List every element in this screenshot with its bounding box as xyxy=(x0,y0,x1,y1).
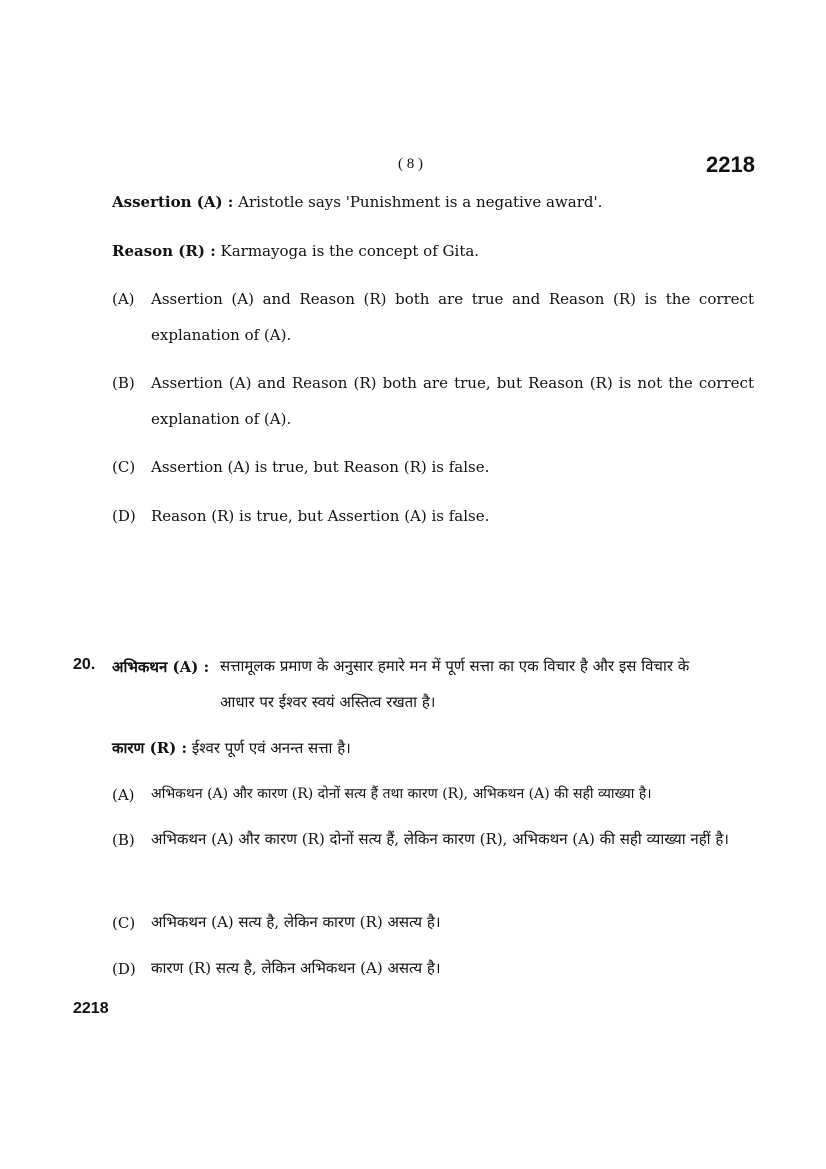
q19-option-a-text: Assertion (A) and Reason (R) both are true and Reason (R) is the correct explanation of (A). xyxy=(151,290,754,344)
q19-option-c-text: Assertion (A) is true, but Reason (R) is false. xyxy=(151,458,490,476)
q19-option-b-label: (B) xyxy=(112,374,135,392)
page-number: ( 8 ) xyxy=(398,156,423,172)
q20-reason-text: ईश्वर पूर्ण एवं अनन्त सत्ता है। xyxy=(191,739,351,757)
q19-reason-text: Karmayoga is the concept of Gita. xyxy=(220,242,480,260)
q20-option-d-text: कारण (R) सत्य है, लेकिन अभिकथन (A) असत्य है। xyxy=(151,959,441,977)
paper-code-header: 2218 xyxy=(706,152,755,177)
q20-assertion-label: अभिकथन (A) : xyxy=(112,658,210,676)
paper-code-footer: 2218 xyxy=(73,1000,109,1017)
q19-reason xyxy=(112,241,479,261)
q19-option-d-text: Reason (R) is true, but Assertion (A) is false. xyxy=(151,507,490,525)
q19-option-d-label: (D) xyxy=(112,507,136,525)
q20-assertion-line-2: आधार पर ईश्वर स्वयं अस्तित्व रखता है। xyxy=(220,693,436,711)
q19-option-b-text: Assertion (A) and Reason (R) both are true, but Reason (R) is not the correct explanation of (A). xyxy=(151,374,754,428)
q20-option-b-label: (B) xyxy=(112,831,135,849)
q19-reason-label: Reason (R) : xyxy=(112,242,216,260)
q19-assertion-label: Assertion (A) : xyxy=(112,193,234,211)
q20-option-d-label: (D) xyxy=(112,960,136,978)
q20-option-b-text: अभिकथन (A) और कारण (R) दोनों सत्य हैं, लेकिन कारण (R), अभिकथन (A) की सही व्याख्या नहीं है। xyxy=(151,830,729,848)
q20-option-c-label: (C) xyxy=(112,914,136,932)
q19-assertion xyxy=(112,192,602,212)
q19-assertion-text: Aristotle says 'Punishment is a negative award'. xyxy=(238,193,603,211)
question-number: 20. xyxy=(73,656,96,673)
q20-option-a-text: अभिकथन (A) और कारण (R) दोनों सत्य हैं तथा कारण (R), अभिकथन (A) की सही व्याख्या है। xyxy=(151,786,652,802)
q20-reason-label: कारण (R) : xyxy=(112,739,188,757)
q19-option-c-label: (C) xyxy=(112,458,136,476)
q20-assertion-text xyxy=(220,648,754,720)
q20-assertion-line-1: सत्तामूलक प्रमाण के अनुसार हमारे मन में पूर्ण सत्ता का एक विचार है और इस विचार के xyxy=(220,657,690,675)
q20-option-c-text: अभिकथन (A) सत्य है, लेकिन कारण (R) असत्य है। xyxy=(151,913,441,931)
q20-reason xyxy=(112,738,351,758)
q20-option-a-label: (A) xyxy=(112,786,135,804)
q19-option-a-label: (A) xyxy=(112,290,135,308)
